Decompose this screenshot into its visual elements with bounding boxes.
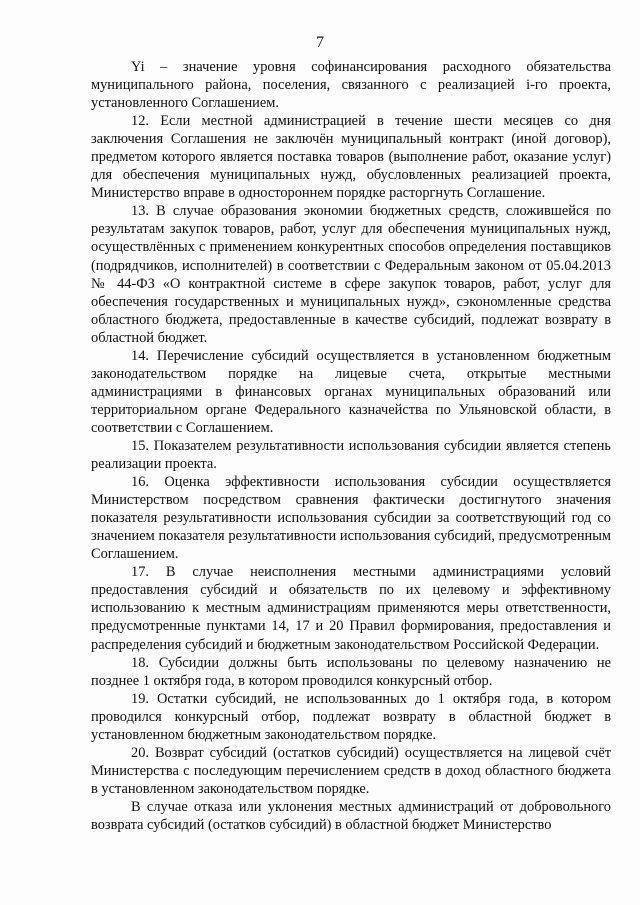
paragraph-16: 16. Оценка эффективности использования субсидии осуществляется Министерством посредством сравнения фактически достигнутого значения показателя результативности использования субсидии за соответствующий год со значением показателя результативности использования субсидий, предусмотренным Соглашением. bbox=[91, 474, 611, 563]
paragraph-17: 17. В случае неисполнения местными администрациями условий предоставления субсидий и обязательств по их целевому и эффективному использованию к местным администрациям применяются меры ответственности, предусмотренные пунктами 14, 17 и 20 Правил формирования, предоставления и распределения субсидий и бюджетным законодательством Российской Федерации. bbox=[91, 564, 611, 653]
paragraph-12: 12. Если местной администрацией в течение шести месяцев со дня заключения Соглашения не заключён муниципальный контракт (иной договор), предметом которого является поставка товаров (выполнение работ, оказание услуг) для обеспечения муниципальных нужд, обусловленных реализацией проекта, Министерство вправе в одностороннем порядке расторгнуть Соглашение. bbox=[91, 113, 611, 202]
paragraph-13: 13. В случае образования экономии бюджетных средств, сложившейся по результатам закупок товаров, работ, услуг для обеспечения муниципальных нужд, осуществлённых с применением конкурентных способов определения поставщиков (подрядчиков, исполнителей) в соответствии с Федеральным законом от 05.04.2013 № 44-ФЗ «О контрактной системе в сфере закупок товаров, работ, услуг для обеспечения государственных и муниципальных нужд», сэкономленные средства областного бюджета, предоставленные в качестве субсидий, подлежат возврату в областной бюджет. bbox=[91, 203, 611, 346]
paragraph-14: 14. Перечисление субсидий осуществляется в установленном бюджетным законодательством порядке на лицевые счета, открытые местными администрациями в финансовых органах муниципальных образований или территориальном органе Федерального казначейства по Ульяновской области, в соответствии с Соглашением. bbox=[91, 347, 611, 436]
paragraph-refusal: В случае отказа или уклонения местных администраций от добровольного возврата субсидий (остатков субсидий) в областной бюджет Министерство bbox=[91, 798, 611, 833]
page-number: 7 bbox=[316, 34, 324, 51]
paragraph-19: 19. Остатки субсидий, не использованных до 1 октября года, в котором проводился конкурсный отбор, подлежат возврату в областной бюджет в установленном бюджетным законодательством порядке. bbox=[91, 690, 611, 743]
paragraph-18: 18. Субсидии должны быть использованы по целевому назначению не позднее 1 октября года, в котором проводился конкурсный отбор. bbox=[91, 654, 611, 689]
document-body bbox=[91, 58, 611, 834]
paragraph-20: 20. Возврат субсидий (остатков субсидий) осуществляется на лицевой счёт Министерства с последующим перечислением средств в доход областного бюджета в установленном законодательством порядке. bbox=[91, 744, 611, 797]
paragraph-15: 15. Показателем результативности использования субсидии является степень реализации проекта. bbox=[91, 437, 611, 473]
paragraph-yi-definition: Yi – значение уровня софинансирования расходного обязательства муниципального района, поселения, связанного с реализацией i-го проекта, установленного Соглашением. bbox=[91, 59, 611, 112]
